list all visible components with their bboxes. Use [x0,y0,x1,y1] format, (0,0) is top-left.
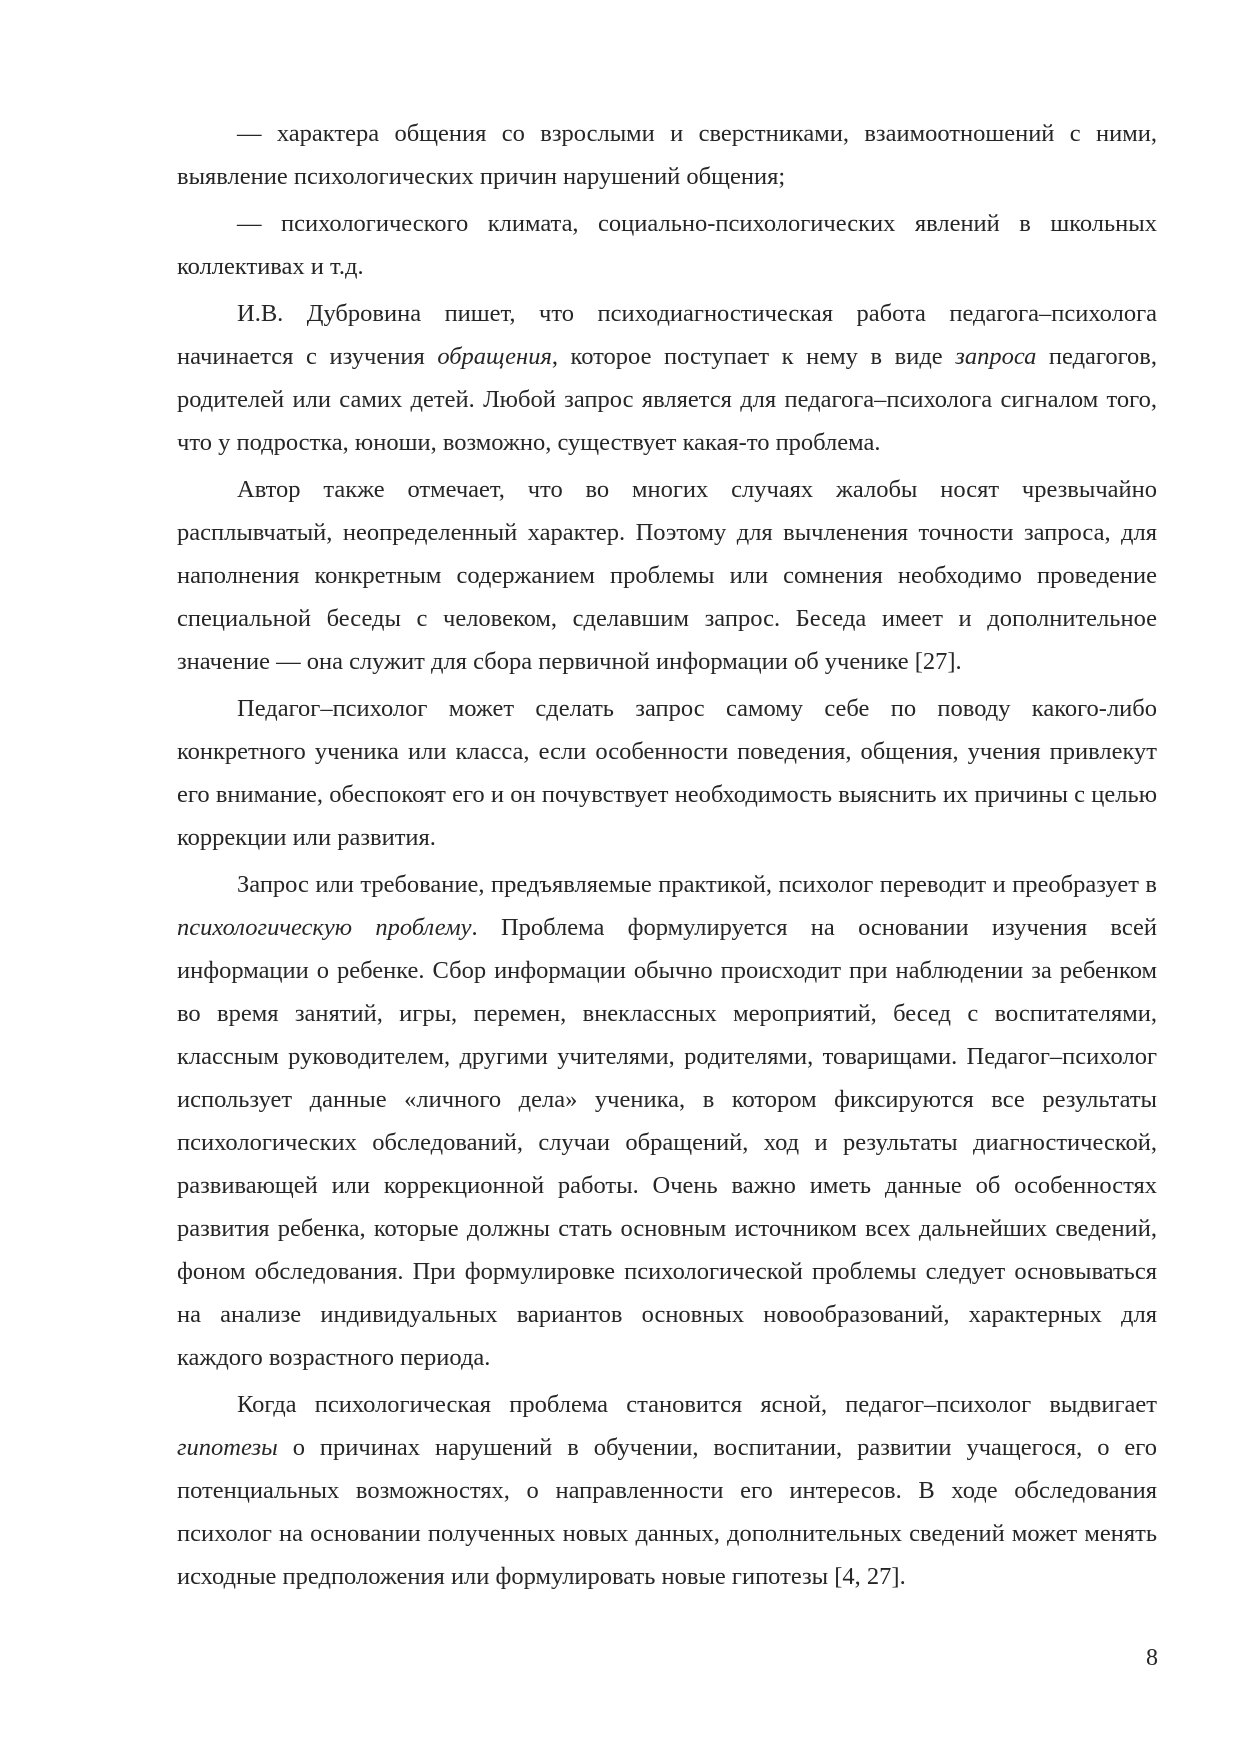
paragraph-6-text-a: Запрос или требование, предъявляемые практикой, психолог переводит и преобразует в [237,871,1157,898]
paragraph-5 [177,687,1157,859]
term-zaprosa: запроса [955,343,1037,370]
paragraph-2-text: — психологического климата, социально-психологических явлений в школьных коллективах и т.д. [177,210,1157,280]
paragraph-3-text-b: , которое поступает к нему в виде [551,343,956,370]
paragraph-4-text: Автор также отмечает, что во многих случаях жалобы носят чрезвычайно расплывчатый, неопределенный характер. Поэтому для вычленения точности запроса, для наполнения конкретным содержанием проблемы или сомнения необходимо проведение специальной беседы с человеком, сделавшим запрос. Беседа имеет и дополнительное значение — она служит для сбора первичной информации об ученике [27]. [177,476,1157,675]
paragraph-5-text: Педагог–психолог может сделать запрос самому себе по поводу какого-либо конкретного ученика или класса, если особенности поведения, общения, учения привлекут его внимание, обеспокоят его и он почувствует необходимость выяснить их причины с целью коррекции или развития. [177,695,1157,851]
paragraph-4 [177,468,1157,683]
document-page [177,112,1157,1602]
term-gipotezy: гипотезы [177,1434,278,1461]
term-psychological-problem: психологическую проблему [177,914,472,941]
paragraph-7 [177,1383,1157,1598]
paragraph-6-text-b: . Проблема формулируется на основании изучения всей информации о ребенке. Сбор информации обычно происходит при наблюдении за ребенком во время занятий, игры, перемен, внеклассных мероприятий, бесед с воспитателями, классным руководителем, другими учителями, родителями, товарищами. Педагог–психолог использует данные «личного дела» ученика, в котором фиксируются все результаты психологических обследований, случаи обращений, ход и результаты диагностической, развивающей или коррекционной работы. Очень важно иметь данные об особенностях развития ребенка, которые должны стать основным источником всех дальнейших сведений, фоном обследования. При формулировке психологической проблемы следует основываться на анализе индивидуальных вариантов основных новообразований, характерных для каждого возрастного периода. [177,914,1157,1371]
paragraph-1 [177,112,1157,198]
paragraph-7-text-a: Когда психологическая проблема становится ясной, педагог–психолог выдвигает [237,1391,1157,1418]
paragraph-3 [177,292,1157,464]
page-number: 8 [1146,1645,1158,1671]
paragraph-7-text-b: о причинах нарушений в обучении, воспитании, развитии учащегося, о его потенциальных возможностях, о направленности его интересов. В ходе обследования психолог на основании полученных новых данных, дополнительных сведений может менять исходные предположения или формулировать новые гипотезы [4, 27]. [177,1434,1157,1590]
term-obrashcheniya: обращения [437,343,552,370]
paragraph-6 [177,863,1157,1379]
paragraph-3-text-a: И.В. Дубровина пишет, что психодиагностическая работа педагога–психолога начинается с изучения [177,300,1157,370]
paragraph-3-text-c: педагогов, родителей или самих детей. Любой запрос является для педагога–психолога сигналом того, что у подростка, юноши, возможно, существует какая-то проблема. [177,343,1157,456]
paragraph-1-text: — характера общения со взрослыми и сверстниками, взаимоотношений с ними, выявление психологических причин нарушений общения; [177,120,1157,190]
paragraph-2 [177,202,1157,288]
